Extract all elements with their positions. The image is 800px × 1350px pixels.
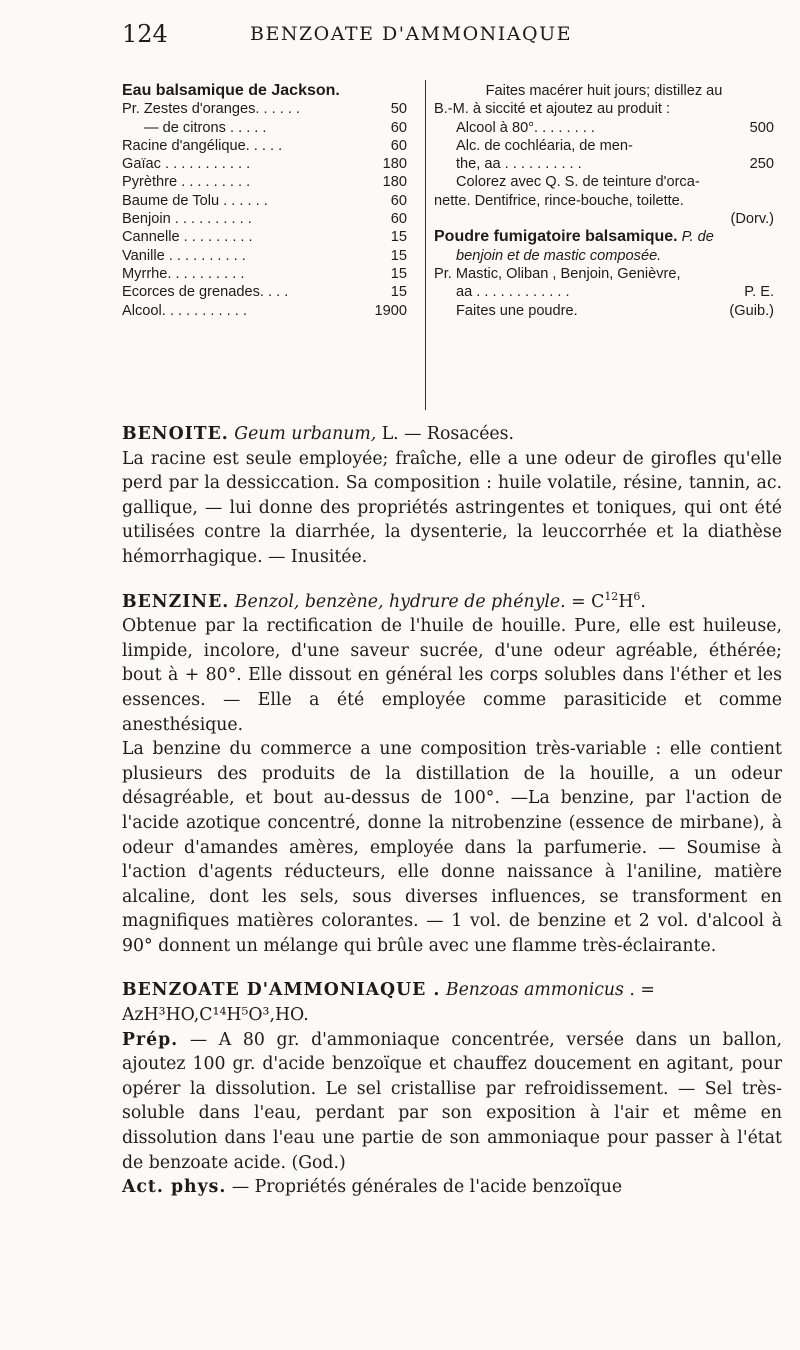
recipe-continuation [434,82,774,320]
ingredient-amount: 250 [749,156,774,173]
ingredient-amount: 15 [390,284,407,301]
ingredient-name: Gaïac . . . . . . . . . . . [122,156,251,173]
prep-label: Prép. [122,1029,179,1050]
ingredient-name: Alcool. . . . . . . . . . . [122,302,247,319]
ingredient-name: Racine d'angélique. . . . . [122,137,283,154]
ingredient-amount: 15 [390,265,407,282]
text-line: Alc. de cochléaria, de men- [456,137,633,154]
text-line: B.-M. à siccité et ajoutez au produit : [434,101,671,118]
entry-headword: BENZINE. [122,591,230,612]
ingredient-name: Benjoin . . . . . . . . . . [122,211,252,228]
entry-benzine-heading [122,590,782,615]
entry-headword: BENZOATE D'AMMONIAQUE . [122,980,441,1001]
column-divider [425,80,426,410]
entry-latin: Geum urbanum, [234,424,377,444]
entry-benzoate-action [122,1175,782,1200]
entry-benoite-text: La racine est seule employée; fraîche, elle a une odeur de girofles qu'elle perd par la dessiccation. Sa composition : huile volatile, résine, tannin, ac. gallique, — lui donne des propriétés astringentes et toniques, qui ont été utilisées contre la diarrhée, la dysenterie, la leuccorrhée et la diathèse hémorrhagique. — Inusitée. [122,448,782,567]
recipe-subtitle: P. de [681,229,714,246]
ingredient-amount: 1900 [374,302,407,319]
ingredient-amount: 15 [390,229,407,246]
page-number: 124 [122,20,168,48]
ingredient-list [122,100,407,320]
body-text [122,422,782,1200]
entry-latin: Benzol, benzène, hydrure de phényle. [234,591,566,612]
author-citation: (Dorv.) [730,211,774,228]
ingredient-amount: 500 [749,119,774,136]
ingredient-name: Cannelle . . . . . . . . . [122,229,253,246]
running-title: BENZOATE D'AMMONIAQUE [250,23,572,45]
ingredient-row [122,173,407,191]
ingredient-row [122,155,407,173]
ingredient-name: aa . . . . . . . . . . . . [456,284,570,301]
ingredient-name: Pyrèthre . . . . . . . . . [122,174,251,191]
prep-text: — A 80 gr. d'ammoniaque concentrée, versée dans un ballon, ajoutez 100 gr. d'acide benzoïque et chauffez doucement en agitant, pour opérer la dissolution. Le sel cristallise par refroidissement. — Sel très-soluble dans l'eau, perdant par son exposition à l'air et même en dissolution dans l'eau une partie de son ammoniaque pour passer à l'état de benzoate acide. (God.) [122,1029,782,1173]
ingredient-row [122,247,407,265]
entry-benzine-text2: La benzine du commerce a une composition très-variable : elle contient plusieurs des produits de la distillation de la houille, a un odeur désagréable, et bout au-dessus de 100°. —La benzine, par l'action de l'acide azotique concentré, donne la nitrobenzine (essence de mirbane), à odeur d'amandes amères, employée dans la parfumerie. — Soumise à l'action d'agents réducteurs, elle donne naissance à l'aniline, matière alcaline, dont les sels, sous diverses influences, se transforment en magnifiques matières colorantes. — 1 vol. de benzine et 2 vol. d'alcool à 90° donnent un mélange qui brûle avec une flamme très-éclairante. [122,739,782,956]
ingredient-name: the, aa . . . . . . . . . . [456,156,582,173]
final-line [434,302,774,320]
ingredient-amount: 180 [382,174,407,191]
ingredient-row [122,192,407,210]
ingredient-row [122,137,407,155]
ingredient-row [122,302,407,320]
ingredient-row [122,210,407,228]
ingredient-row [122,119,407,137]
formula-sup: 6 [633,589,641,603]
entry-headword: BENOITE. [122,424,229,444]
entry-benzoate-prep [122,1028,782,1176]
ingredient-row [434,155,774,173]
ingredient-row [434,119,774,137]
entry-family: L. — Rosacées. [376,424,515,444]
ingredient-name: Baume de Tolu . . . . . . [122,192,268,209]
ingredient-name: Myrrhe. . . . . . . . . . [122,265,245,282]
ingredient-amount: 180 [382,156,407,173]
ingredient-amount: 50 [390,101,407,118]
ingredient-name: Ecorces de grenades. . . . [122,284,289,301]
ingredient-amount: 60 [390,211,407,228]
entry-benzoate-heading [122,978,782,1003]
ingredient-name: — de citrons . . . . . [144,119,267,136]
ingredient-amount: 15 [390,247,407,264]
ingredient-name: Vanille . . . . . . . . . . [122,247,246,264]
recipe-title-line [434,228,774,246]
formula-part: H [618,591,634,612]
text-line: Colorez avec Q. S. de teinture d'orca- [456,174,700,191]
recipe-title: Eau balsamique de Jackson. [122,82,340,99]
formula-sup: 12 [604,589,619,603]
recipe-subtitle-line [434,247,774,265]
ingredient-name: Pr. Zestes d'oranges. . . . . . [122,101,300,118]
ingredient-amount: 60 [390,137,407,154]
recipe-subtitle: benjoin et de mastic composée. [456,247,662,264]
ingredient-amount: 60 [390,119,407,136]
action-label: Act. phys. [122,1177,227,1198]
page-header [0,20,800,60]
entry-latin: Benzoas ammonicus [445,980,624,1001]
ingredient-row [122,100,407,118]
ingredient-row [122,228,407,246]
entry-benoite-heading [122,422,782,447]
action-text: — Propriétés générales de l'acide benzoïque [226,1177,623,1198]
ingredient-amount: 60 [390,192,407,209]
entry-benzine-text: Obtenue par la rectification de l'huile de houille. Pure, elle est huileuse, limpide, incolore, d'une saveur sucrée, d'une odeur agréable, éthérée; bout à + 80°. Elle dissout en général les corps solubles dans l'éther et les essences. — Elle a été employée comme parasiticide et comme anesthésique. [122,616,782,735]
ingredient-amount: P. E. [744,284,774,301]
formula-part: = C [565,591,605,612]
recipe-jackson [122,82,407,320]
ingredient-row [122,283,407,301]
text-line: nette. Dentifrice, rince-bouche, toilette. [434,192,684,209]
formula-part: . [640,591,646,612]
text-line: Faites une poudre. [456,302,578,319]
ingredient-row [122,265,407,283]
entry-benzoate-formula: AzH³HO,C¹⁴H⁵O³,HO. [122,1005,309,1026]
ingredient-name: Alcool à 80°. . . . . . . . [456,119,595,136]
text-line: Pr. Mastic, Oliban , Benjoin, Genièvre, [434,265,681,282]
ingredient-row [434,283,774,301]
text-line: Faites macérer huit jours; distillez au [485,83,723,99]
author-citation: (Guib.) [729,302,774,319]
formula-part: . = [623,980,655,1001]
recipe-title: Poudre fumigatoire balsamique. [434,228,678,246]
